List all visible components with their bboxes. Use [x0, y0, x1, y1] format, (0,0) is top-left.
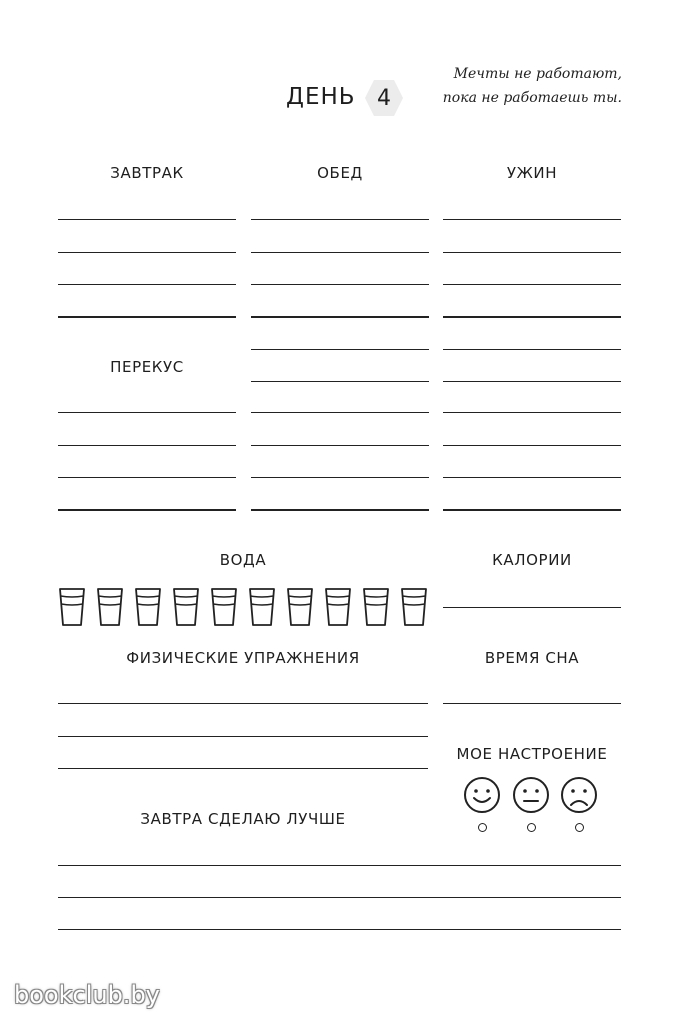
- exercise-label: ФИЗИЧЕСКИЕ УПРАЖНЕНИЯ: [126, 649, 360, 667]
- water-glass-icon[interactable]: [210, 587, 238, 627]
- water-glass-icon[interactable]: [248, 587, 276, 627]
- dinner-write-line[interactable]: [443, 252, 621, 253]
- water-glass-icon[interactable]: [134, 587, 162, 627]
- day-number: 4: [377, 86, 391, 111]
- watermark: bookclub.by: [14, 981, 160, 1009]
- lunch-label: ОБЕД: [317, 164, 363, 182]
- mood-select-sad[interactable]: [575, 823, 584, 832]
- happy-face-icon: [463, 776, 501, 814]
- breakfast-label: ЗАВТРАК: [110, 164, 184, 182]
- lunch-write-line[interactable]: [251, 284, 429, 285]
- dinner-write-line[interactable]: [443, 349, 621, 350]
- tomorrow-write-line[interactable]: [58, 897, 621, 898]
- lunch-write-line[interactable]: [251, 509, 429, 511]
- lunch-write-line[interactable]: [251, 412, 429, 413]
- day-title: ДЕНЬ: [286, 84, 356, 110]
- breakfast-write-line[interactable]: [58, 284, 236, 285]
- dinner-write-line[interactable]: [443, 316, 621, 318]
- breakfast-write-line[interactable]: [58, 316, 236, 318]
- mood-select-happy[interactable]: [478, 823, 487, 832]
- dinner-write-line[interactable]: [443, 284, 621, 285]
- sleep-write-line[interactable]: [443, 703, 621, 704]
- dinner-write-line[interactable]: [443, 381, 621, 382]
- lunch-write-line[interactable]: [251, 349, 429, 350]
- sleep-label: ВРЕМЯ СНА: [484, 649, 580, 667]
- lunch-write-line[interactable]: [251, 219, 429, 220]
- quote-line-2: пока не работаешь ты.: [442, 90, 622, 106]
- exercise-write-line[interactable]: [58, 736, 428, 737]
- calories-write-line[interactable]: [443, 607, 621, 608]
- water-glass-icon[interactable]: [96, 587, 124, 627]
- water-glass-icon[interactable]: [286, 587, 314, 627]
- dinner-write-line[interactable]: [443, 445, 621, 446]
- dinner-write-line[interactable]: [443, 477, 621, 478]
- breakfast-write-line[interactable]: [58, 252, 236, 253]
- water-glass-icon[interactable]: [58, 587, 86, 627]
- dinner-label: УЖИН: [506, 164, 558, 182]
- breakfast-write-line[interactable]: [58, 219, 236, 220]
- exercise-write-line[interactable]: [58, 768, 428, 769]
- lunch-write-line[interactable]: [251, 445, 429, 446]
- calories-label: КАЛОРИИ: [492, 551, 572, 569]
- lunch-write-line[interactable]: [251, 477, 429, 478]
- tomorrow-label: ЗАВТРА СДЕЛАЮ ЛУЧШЕ: [140, 810, 346, 828]
- dinner-write-line[interactable]: [443, 509, 621, 511]
- exercise-write-line[interactable]: [58, 703, 428, 704]
- motivational-quote: [430, 62, 622, 110]
- water-glass-icon[interactable]: [172, 587, 200, 627]
- mood-label: МОЕ НАСТРОЕНИЕ: [456, 745, 608, 763]
- snack-write-line[interactable]: [58, 445, 236, 446]
- water-glass-icon[interactable]: [400, 587, 428, 627]
- day-number-badge: [364, 78, 404, 118]
- lunch-write-line[interactable]: [251, 381, 429, 382]
- snack-write-line[interactable]: [58, 477, 236, 478]
- neutral-face-icon: [512, 776, 550, 814]
- snack-write-line[interactable]: [58, 412, 236, 413]
- lunch-write-line[interactable]: [251, 252, 429, 253]
- snack-label: ПЕРЕКУС: [110, 358, 184, 376]
- mood-select-neutral[interactable]: [527, 823, 536, 832]
- dinner-write-line[interactable]: [443, 219, 621, 220]
- dinner-write-line[interactable]: [443, 412, 621, 413]
- water-glass-icon[interactable]: [362, 587, 390, 627]
- quote-line-1: Мечты не работают,: [453, 66, 622, 82]
- tomorrow-write-line[interactable]: [58, 865, 621, 866]
- snack-write-line[interactable]: [58, 509, 236, 511]
- sad-face-icon: [560, 776, 598, 814]
- tomorrow-write-line[interactable]: [58, 929, 621, 930]
- water-label: ВОДА: [219, 551, 267, 569]
- lunch-write-line[interactable]: [251, 316, 429, 318]
- water-glass-icon[interactable]: [324, 587, 352, 627]
